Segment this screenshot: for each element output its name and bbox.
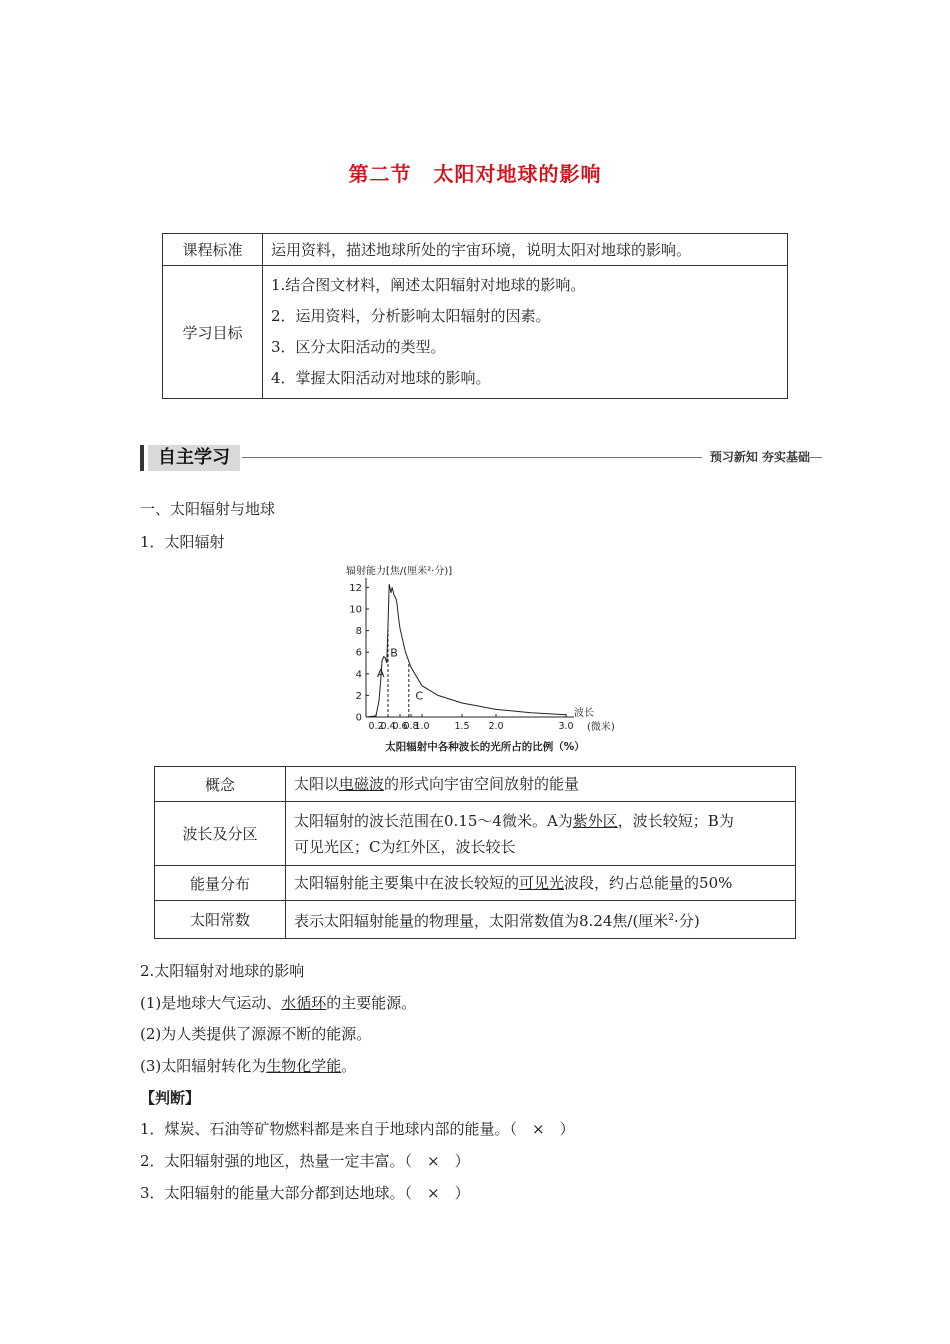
text-run: 的形式向宇宙空间放射的能量 — [384, 775, 580, 793]
x-axis-label: 波长 — [574, 708, 594, 719]
banner-label: 自主学习 — [148, 445, 240, 471]
banner-bar — [140, 445, 144, 471]
text-run: 表示太阳辐射能量的物理量，太阳常数值为8.24焦/(厘米 — [294, 912, 669, 930]
info-label-constant: 太阳常数 — [155, 901, 286, 939]
y-tick-label: 2 — [355, 690, 362, 702]
chart-title: 辐射能力[焦/(厘米²·分)] — [346, 566, 453, 577]
goals-list — [263, 266, 788, 399]
region-labels — [377, 647, 423, 703]
radiation-info-table — [154, 766, 796, 939]
standards-value: 运用资料，描述地球所处的宇宙环境，说明太阳对地球的影响。 — [263, 234, 788, 266]
y-tick-label: 6 — [355, 647, 362, 659]
judge-item: 2．太阳辐射强的地区，热量一定丰富。（ × ） — [140, 1152, 470, 1170]
y-tick-label: 0 — [355, 712, 362, 724]
text-run: 波段，约占总能量的50% — [564, 874, 733, 892]
section-title: 太阳对地球的影响 — [433, 162, 602, 186]
region-label: C — [415, 689, 424, 703]
x-tick-label: 0.4 — [380, 721, 396, 732]
text-run: 太阳以 — [294, 775, 340, 793]
section-number: 第二节 — [348, 162, 412, 186]
underlined-answer: 电磁波 — [339, 775, 385, 793]
goal-item: 3．区分太阳活动的类型。 — [271, 338, 446, 356]
text-run: 可见光区；C为红外区，波长较长 — [294, 837, 516, 856]
y-tick-label: 4 — [355, 669, 362, 681]
goal-item: 1.结合图文材料，阐述太阳辐射对地球的影响。 — [271, 276, 586, 294]
x-tick-label: 1.0 — [414, 721, 430, 732]
underlined-answer: 可见光 — [519, 874, 565, 892]
superscript: 2 — [668, 913, 675, 923]
text-run: (1)是地球大气运动、 — [140, 994, 282, 1012]
text-run: 太阳辐射能主要集中在波长较短的 — [294, 874, 520, 892]
y-axis — [349, 578, 369, 724]
underlined-answer: 水循环 — [281, 994, 327, 1012]
text-run: 的主要能源。 — [326, 994, 417, 1012]
y-tick-label: 12 — [349, 582, 362, 594]
underlined-answer: 生物化学能 — [266, 1057, 342, 1075]
judge-item: 3．太阳辐射的能量大部分都到达地球。（ × ） — [140, 1184, 470, 1202]
info-value-constant — [286, 901, 796, 939]
y-tick-label: 10 — [349, 604, 362, 616]
region-label: A — [377, 667, 385, 681]
region-label: B — [390, 646, 398, 660]
banner-tagline: 预习新知 夯实基础 — [702, 448, 810, 465]
underlined-answer: 紫外区 — [572, 811, 618, 830]
info-label-concept: 概念 — [155, 767, 286, 802]
sub2-heading: 2.太阳辐射对地球的影响 — [140, 962, 305, 980]
text-run: ·分) — [674, 912, 700, 930]
text-run: ，波长较短；B为 — [617, 811, 734, 830]
effect-item-1 — [140, 992, 416, 1013]
info-label-wavelength: 波长及分区 — [155, 802, 286, 866]
standards-table — [162, 233, 788, 399]
x-tick-label: 0.8 — [403, 721, 419, 732]
section-banner — [140, 445, 810, 471]
effect-item-3 — [140, 1055, 356, 1076]
section1-heading: 一、太阳辐射与地球 — [140, 500, 276, 518]
text-run: (3)太阳辐射转化为 — [140, 1057, 267, 1075]
goal-item: 2．运用资料，分析影响太阳辐射的因素。 — [271, 307, 551, 325]
judge-item: 1．煤炭、石油等矿物燃料都是来自于地球内部的能量。（ × ） — [140, 1120, 575, 1138]
standards-label: 课程标准 — [163, 234, 263, 266]
text-run: 。 — [341, 1057, 357, 1075]
x-axis — [366, 714, 574, 732]
info-value-wavelength — [286, 802, 796, 866]
text-run: 太阳辐射的波长范围在0.15～4微米。A为 — [294, 811, 573, 830]
info-value-concept — [286, 767, 796, 802]
page-title — [0, 158, 950, 187]
x-tick-label: 2.0 — [488, 721, 504, 732]
goals-label: 学习目标 — [163, 266, 263, 399]
y-tick-label: 8 — [355, 626, 362, 638]
info-value-energy — [286, 866, 796, 901]
effect-item-2: (2)为人类提供了源源不断的能源。 — [140, 1025, 372, 1043]
judge-heading: 【判断】 — [140, 1089, 201, 1107]
goal-item: 4．掌握太阳活动对地球的影响。 — [271, 369, 491, 387]
chart-caption: 太阳辐射中各种波长的光所占的比例（%） — [385, 741, 585, 753]
info-label-energy: 能量分布 — [155, 866, 286, 901]
x-axis-unit: (微米) — [587, 722, 615, 733]
x-tick-label: 0.2 — [368, 721, 384, 732]
radiation-chart — [340, 562, 630, 756]
x-tick-label: 1.5 — [454, 721, 470, 732]
sub1-heading: 1．太阳辐射 — [140, 533, 225, 551]
x-tick-label: 3.0 — [558, 721, 574, 732]
region-dividers — [388, 625, 409, 717]
x-tick-label: 0.6 — [392, 721, 408, 732]
